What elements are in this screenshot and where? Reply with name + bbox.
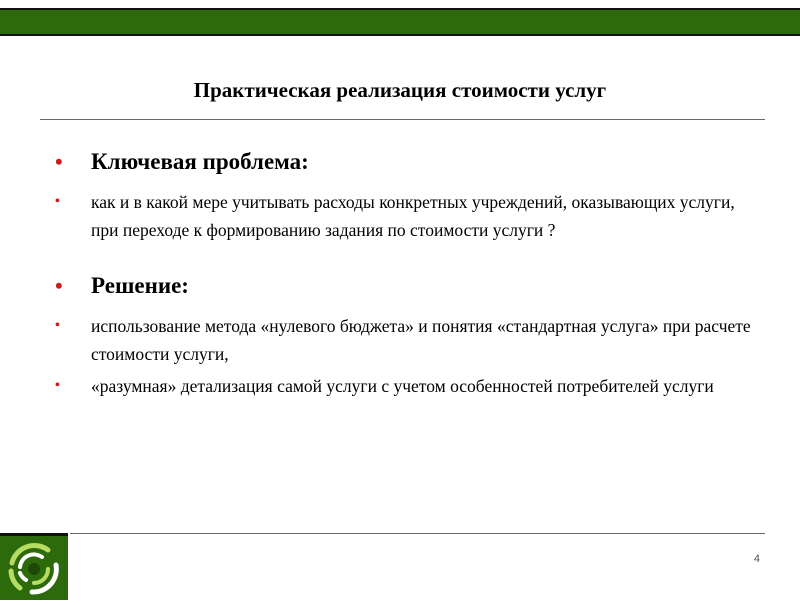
slide-content (55, 146, 755, 400)
heading-text: Ключевая проблема: (91, 149, 309, 174)
heading-text: Решение: (91, 273, 189, 298)
bullet-icon: • (55, 273, 63, 298)
section-heading-problem (55, 146, 755, 178)
bullet-icon: • (55, 378, 60, 393)
footer-divider (70, 533, 765, 534)
slide-title: Практическая реализация стоимости услуг (193, 78, 607, 102)
list-item (55, 188, 755, 244)
header-bar (0, 8, 800, 36)
bullet-icon: • (55, 318, 60, 333)
bullet-icon: • (55, 194, 60, 209)
swirl-logo-icon (0, 533, 68, 600)
list-item-text: использование метода «нулевого бюджета» и понятия «стандартная услуга» при расчете стоимости услуги, (91, 316, 751, 364)
section-heading-solution (55, 270, 755, 302)
title-divider (40, 119, 765, 120)
page-number: 4 (753, 553, 760, 565)
list-item (55, 312, 755, 368)
bullet-icon: • (55, 149, 63, 174)
list-item-text: «разумная» детализация самой услуги с учетом особенностей потребителей услуги (91, 376, 714, 396)
list-item-text: как и в какой мере учитывать расходы конкретных учреждений, оказывающих услуги, при переходе к формированию задания по стоимости услуги ? (91, 192, 735, 240)
list-item (55, 372, 755, 400)
